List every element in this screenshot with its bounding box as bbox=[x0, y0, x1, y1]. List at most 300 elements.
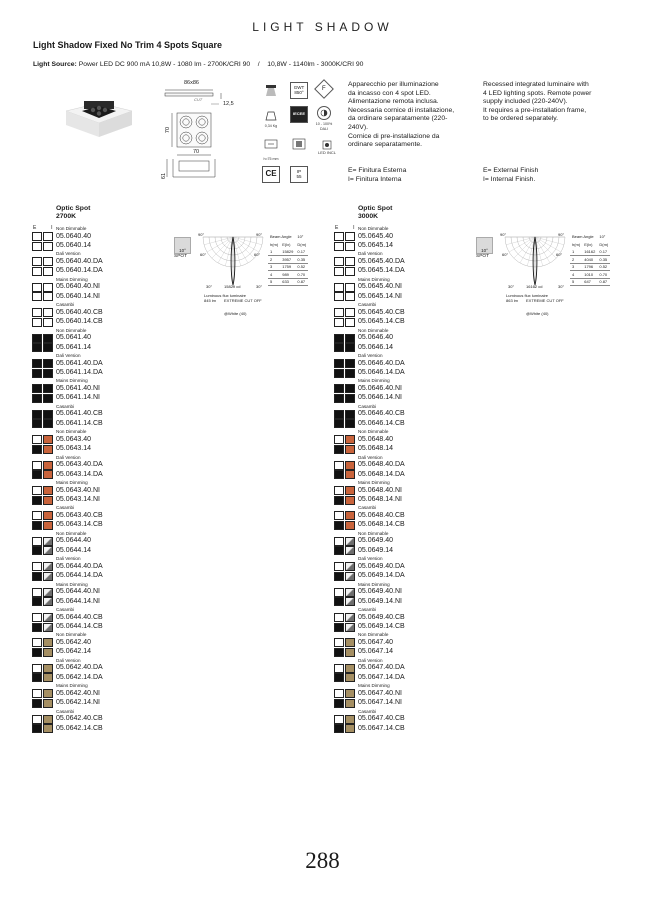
luminous-flux-value: 863 lm bbox=[506, 298, 519, 303]
finish-swatch-exterior bbox=[32, 623, 42, 632]
dimming-type-label: Non Dimmable bbox=[358, 530, 389, 536]
finish-swatch-exterior bbox=[334, 724, 344, 733]
finish-swatch-exterior bbox=[32, 572, 42, 581]
dimming-type-label: Casambi bbox=[56, 708, 75, 714]
finish-swatch-exterior bbox=[334, 359, 344, 368]
dim-side: 70 bbox=[165, 126, 172, 134]
polar-peak-cd: 15829 cd bbox=[224, 284, 241, 289]
beam-title: Beam Angle bbox=[270, 234, 292, 240]
finish-swatch-interior bbox=[345, 334, 355, 343]
product-code[interactable]: 05.0643.14.CB bbox=[56, 521, 103, 529]
finish-swatch-interior bbox=[345, 715, 355, 724]
finish-swatch-interior bbox=[43, 461, 53, 470]
product-code[interactable]: 05.0643.40.NI bbox=[56, 486, 100, 494]
product-code[interactable]: 05.0645.14.DA bbox=[358, 267, 405, 275]
optic-title: Optic Spot bbox=[56, 205, 91, 212]
product-code[interactable]: 05.0646.14.NI bbox=[358, 394, 402, 402]
color-temperature: 3000K bbox=[358, 213, 379, 220]
product-code[interactable]: 05.0647.40.NI bbox=[358, 689, 402, 697]
finish-swatch-interior bbox=[345, 724, 355, 733]
beam-cell: 633 bbox=[280, 278, 295, 286]
product-code[interactable]: 05.0644.14.DA bbox=[56, 572, 103, 580]
product-code[interactable]: 05.0643.14.DA bbox=[56, 470, 103, 478]
dimming-type-label: Non Dimmable bbox=[358, 429, 389, 435]
dimming-type-label: Non Dimmable bbox=[358, 226, 389, 231]
finish-swatch-exterior bbox=[334, 521, 344, 530]
beam-cell: 4 bbox=[570, 271, 582, 279]
product-code[interactable]: 05.0645.40.NI bbox=[358, 283, 402, 291]
finish-swatch-interior bbox=[43, 470, 53, 479]
product-code[interactable]: 05.0648.40.CB bbox=[358, 511, 405, 519]
finish-swatch-exterior bbox=[32, 613, 42, 622]
finish-swatch-interior bbox=[345, 623, 355, 632]
luminous-flux-value: 845 lm bbox=[204, 298, 217, 303]
finish-swatch-exterior bbox=[32, 267, 42, 276]
product-code[interactable]: 05.0640.40 bbox=[56, 232, 92, 240]
dim-bottom: 70 bbox=[193, 149, 200, 155]
product-code[interactable]: 05.0642.40 bbox=[56, 638, 92, 646]
finish-swatch-exterior bbox=[32, 461, 42, 470]
finish-swatch-exterior bbox=[334, 343, 344, 352]
beam-cell: 0.52 bbox=[295, 263, 308, 271]
dimming-type-label: Non Dimmable bbox=[56, 530, 87, 536]
finish-swatch-exterior bbox=[334, 283, 344, 292]
product-code[interactable]: 05.0646.14.DA bbox=[358, 369, 405, 377]
finish-swatch-exterior bbox=[32, 689, 42, 698]
product-code[interactable]: 05.0649.40 bbox=[358, 537, 394, 545]
finish-swatch-interior bbox=[345, 369, 355, 378]
beam-table bbox=[268, 233, 308, 286]
optic-title: Optic Spot bbox=[358, 205, 393, 212]
polar-angle-label: 60° bbox=[254, 252, 261, 257]
weight-icon bbox=[262, 107, 280, 124]
beam-angle-table bbox=[570, 233, 610, 286]
finish-swatch-exterior bbox=[32, 445, 42, 454]
product-code[interactable]: 05.0644.14 bbox=[56, 546, 92, 554]
product-code[interactable]: 05.0642.14 bbox=[56, 648, 92, 656]
finish-swatch-interior bbox=[43, 343, 53, 352]
finish-swatch-interior bbox=[345, 673, 355, 682]
light-source-text: Power LED DC 900 mA 10,8W - 1080 lm - 2700K/CRI 90 / 10,8W - 1140lm - 3000K/CRI 90 bbox=[78, 61, 364, 68]
finish-swatch-interior bbox=[43, 257, 53, 266]
spot-beam-icon: 10° bbox=[476, 237, 493, 254]
dimming-type-label: Dali Version bbox=[56, 353, 81, 358]
light-source bbox=[33, 61, 363, 68]
dimming-type-label: Dali Version bbox=[56, 556, 81, 562]
finish-swatch-interior bbox=[43, 623, 53, 632]
product-code[interactable]: 05.0642.40.NI bbox=[56, 689, 100, 697]
dimming-type-label: Non Dimmable bbox=[56, 327, 87, 333]
product-code[interactable]: 05.0640.40.NI bbox=[56, 283, 100, 291]
finish-swatch-exterior bbox=[32, 537, 42, 546]
product-code[interactable]: 05.0645.40 bbox=[358, 232, 394, 240]
finish-swatch-interior bbox=[345, 486, 355, 495]
finish-columns-header: E I bbox=[33, 225, 57, 231]
dimming-type-label: Non Dimmable bbox=[56, 429, 87, 435]
finish-swatch-exterior bbox=[334, 638, 344, 647]
product-code[interactable]: 05.0648.40 bbox=[358, 435, 394, 443]
finish-swatch-exterior bbox=[334, 384, 344, 393]
technical-drawing bbox=[149, 79, 239, 187]
polar-angle-label: 60° bbox=[502, 252, 509, 257]
beam-cell: 0.35 bbox=[295, 256, 308, 264]
product-code[interactable]: 05.0644.40.DA bbox=[56, 562, 103, 570]
description-line: It requires a pre-installation frame, bbox=[483, 106, 587, 114]
dali-range: 10 - 100% bbox=[315, 122, 333, 126]
finish-swatch-interior bbox=[345, 537, 355, 546]
finish-swatch-interior bbox=[43, 562, 53, 571]
product-code[interactable]: 05.0642.40.DA bbox=[56, 664, 103, 672]
finish-swatch-exterior bbox=[32, 292, 42, 301]
finish-swatch-exterior bbox=[32, 283, 42, 292]
polar-angle-label: 30° bbox=[206, 284, 213, 289]
finish-swatch-interior bbox=[345, 511, 355, 520]
product-code[interactable]: 05.0649.14.DA bbox=[358, 572, 405, 580]
finish-swatch-interior bbox=[43, 546, 53, 555]
product-code[interactable]: 05.0645.40.DA bbox=[358, 257, 405, 265]
product-code[interactable]: 05.0647.40.CB bbox=[358, 715, 405, 723]
cut-note: h=75 mm bbox=[263, 157, 279, 161]
dimming-type-label: Casambi bbox=[56, 302, 75, 308]
product-code[interactable]: 05.0648.40.DA bbox=[358, 461, 405, 469]
product-code[interactable]: 05.0646.14.CB bbox=[358, 419, 405, 427]
finish-swatch-interior bbox=[345, 318, 355, 327]
product-code[interactable]: 05.0646.40.DA bbox=[358, 359, 405, 367]
finish-swatch-interior bbox=[345, 384, 355, 393]
finish-swatch-interior bbox=[43, 242, 53, 251]
finish-swatch-exterior bbox=[32, 257, 42, 266]
beam-cell: 1 bbox=[268, 248, 280, 256]
finish-swatch-interior bbox=[345, 410, 355, 419]
page-number: 288 bbox=[305, 848, 340, 873]
light-source-label: Light Source: bbox=[33, 61, 77, 68]
finish-swatch-interior bbox=[345, 308, 355, 317]
finish-swatch-interior bbox=[43, 597, 53, 606]
finish-swatch-interior bbox=[345, 461, 355, 470]
product-code[interactable]: 05.0644.14.NI bbox=[56, 597, 100, 605]
finish-swatch-interior bbox=[345, 664, 355, 673]
product-code[interactable]: 05.0640.14.NI bbox=[56, 292, 100, 300]
beam-header: D(m) bbox=[297, 241, 307, 247]
finish-swatch-interior bbox=[43, 511, 53, 520]
finish-swatch-interior bbox=[43, 419, 53, 428]
finish-swatch-exterior bbox=[32, 435, 42, 444]
finish-swatch-exterior bbox=[334, 410, 344, 419]
product-code[interactable]: 05.0641.14.CB bbox=[56, 419, 103, 427]
spot-label: SPOT bbox=[174, 254, 188, 259]
finish-swatch-exterior bbox=[334, 419, 344, 428]
finish-swatch-interior bbox=[43, 394, 53, 403]
product-code[interactable]: 05.0640.14 bbox=[56, 242, 92, 250]
finish-swatch-interior bbox=[345, 597, 355, 606]
beam-cell: 2 bbox=[570, 256, 582, 264]
finish-swatch-interior bbox=[345, 562, 355, 571]
description-line: ordinare separatamente. bbox=[348, 141, 423, 149]
product-code[interactable]: 05.0643.14.NI bbox=[56, 496, 100, 504]
dim-width: 86x86 bbox=[184, 80, 199, 86]
finish-swatch-interior bbox=[43, 673, 53, 682]
product-code[interactable]: 05.0647.40 bbox=[358, 638, 394, 646]
product-code[interactable]: 05.0642.14.CB bbox=[56, 724, 103, 732]
finish-swatch-exterior bbox=[32, 724, 42, 733]
finish-swatch-interior bbox=[345, 648, 355, 657]
beam-cell: 2 bbox=[268, 256, 280, 264]
spot-beam-icon: 10° bbox=[174, 237, 191, 254]
product-code[interactable]: 05.0647.14 bbox=[358, 648, 394, 656]
product-code[interactable]: 05.0646.40 bbox=[358, 334, 394, 342]
product-code[interactable]: 05.0641.14.NI bbox=[56, 394, 100, 402]
luminous-flux-label: Luminous flux luminaire bbox=[204, 293, 247, 298]
product-code[interactable]: 05.0643.14 bbox=[56, 445, 92, 453]
product-code[interactable]: 05.0649.14.NI bbox=[358, 597, 402, 605]
polar-angle-label: 60° bbox=[556, 252, 563, 257]
product-code[interactable]: 05.0649.14.CB bbox=[358, 623, 405, 631]
product-code[interactable]: 05.0642.14.DA bbox=[56, 673, 103, 681]
finish-swatch-exterior bbox=[32, 232, 42, 241]
beam-cell: 1759 bbox=[280, 263, 295, 271]
polar-angle-label: 60° bbox=[200, 252, 207, 257]
finish-legend-italian bbox=[348, 167, 406, 184]
finish-swatch-interior bbox=[43, 715, 53, 724]
finish-swatch-exterior bbox=[32, 308, 42, 317]
finish-swatch-interior bbox=[345, 242, 355, 251]
finish-swatch-exterior bbox=[334, 470, 344, 479]
finish-swatch-interior bbox=[43, 648, 53, 657]
product-code[interactable]: 05.0645.14.NI bbox=[358, 292, 402, 300]
product-code[interactable]: 05.0640.14.DA bbox=[56, 267, 103, 275]
product-code[interactable]: 05.0641.40 bbox=[56, 334, 92, 342]
finish-swatch-exterior bbox=[32, 715, 42, 724]
finish-swatch-interior bbox=[345, 419, 355, 428]
finish-swatch-exterior bbox=[334, 699, 344, 708]
description-line: 4 LED lighting spots. Remote power bbox=[483, 89, 592, 97]
dimming-type-label: Dali Version bbox=[358, 657, 383, 663]
finish-swatch-interior bbox=[345, 496, 355, 505]
dim-depth: 12,5 bbox=[223, 101, 234, 107]
dimming-type-label: Casambi bbox=[358, 403, 377, 409]
finish-swatch-exterior bbox=[334, 445, 344, 454]
product-code[interactable]: 05.0640.40.DA bbox=[56, 257, 103, 265]
beam-cell: 4 bbox=[268, 271, 280, 279]
product-code[interactable]: 05.0644.40.CB bbox=[56, 613, 103, 621]
description-line: da ordinare separatamente (220- bbox=[348, 115, 448, 123]
dimming-type-label: Mains Dimming bbox=[358, 581, 390, 587]
finish-swatch-interior bbox=[345, 546, 355, 555]
finish-swatch-exterior bbox=[334, 572, 344, 581]
finish-swatch-exterior bbox=[334, 257, 344, 266]
dimming-type-label: Mains Dimming bbox=[358, 378, 390, 384]
product-code[interactable]: 05.0642.40.CB bbox=[56, 715, 103, 723]
finish-swatch-exterior bbox=[334, 673, 344, 682]
finish-swatch-exterior bbox=[334, 613, 344, 622]
beam-cell: 4040 bbox=[582, 256, 597, 264]
finish-swatch-exterior bbox=[32, 597, 42, 606]
dimming-type-label: Mains Dimming bbox=[358, 480, 390, 485]
led-included-label: LED INCL bbox=[317, 150, 336, 155]
dim-cut: CUT bbox=[194, 97, 203, 102]
finish-swatch-interior bbox=[345, 613, 355, 622]
finish-swatch-interior bbox=[43, 267, 53, 276]
description-line: da incasso con 4 spot LED. bbox=[348, 89, 431, 97]
finish-swatch-exterior bbox=[334, 664, 344, 673]
beam-cell: 16162 bbox=[584, 249, 596, 254]
polar-peak-cd: 16162 cd bbox=[526, 284, 543, 289]
finish-swatch-exterior bbox=[334, 496, 344, 505]
finish-swatch-interior bbox=[43, 521, 53, 530]
cut-size-icon bbox=[262, 135, 280, 152]
product-code[interactable]: 05.0643.40 bbox=[56, 435, 92, 443]
finish-swatch-interior bbox=[345, 588, 355, 597]
beam-cell: 3 bbox=[570, 263, 582, 271]
polar-angle-label: 90° bbox=[198, 232, 205, 237]
dimming-type-label: Mains Dimming bbox=[56, 683, 88, 689]
finish-swatch-interior bbox=[43, 588, 53, 597]
product-code[interactable]: 05.0644.40 bbox=[56, 537, 92, 545]
extreme-cut-off: EXTREME CUT OFF bbox=[224, 298, 262, 303]
finish-swatch-interior bbox=[43, 613, 53, 622]
beam-cell: 0.17 bbox=[597, 248, 610, 256]
product-code[interactable]: 05.0647.14.NI bbox=[358, 699, 402, 707]
product-code[interactable]: 05.0640.14.CB bbox=[56, 318, 103, 326]
description-line: Necessaria cornice di installazione, bbox=[348, 106, 455, 114]
dimming-type-label: Casambi bbox=[358, 302, 377, 308]
product-code[interactable]: 05.0645.40.CB bbox=[358, 308, 405, 316]
product-code[interactable]: 05.0642.14.NI bbox=[56, 699, 100, 707]
dimming-type-label: Non Dimmable bbox=[358, 327, 389, 333]
dimming-type-label: Casambi bbox=[56, 403, 75, 409]
product-code[interactable]: 05.0641.14.DA bbox=[56, 369, 103, 377]
product-code[interactable]: 05.0648.14 bbox=[358, 445, 394, 453]
product-code[interactable]: 05.0649.40.NI bbox=[358, 588, 402, 596]
finish-swatch-interior bbox=[345, 257, 355, 266]
product-code[interactable]: 05.0641.40.NI bbox=[56, 384, 100, 392]
finish-swatch-exterior bbox=[32, 410, 42, 419]
product-code[interactable]: 05.0646.14 bbox=[358, 343, 394, 351]
finish-swatch-exterior bbox=[334, 546, 344, 555]
description-english bbox=[483, 81, 591, 124]
product-code[interactable]: 05.0647.14.CB bbox=[358, 724, 405, 732]
product-code[interactable]: 05.0647.40.DA bbox=[358, 664, 405, 672]
beam-cell: 15829 bbox=[282, 249, 294, 254]
finish-swatch-interior bbox=[345, 445, 355, 454]
description-line: to be ordered separately. bbox=[483, 115, 559, 123]
beam-cell: 0.52 bbox=[597, 263, 610, 271]
beam-cell: 0.87 bbox=[295, 278, 308, 286]
finish-line: I= Finitura Interna bbox=[348, 175, 402, 183]
product-code[interactable]: 05.0641.40.CB bbox=[56, 410, 103, 418]
finish-swatch-interior bbox=[43, 486, 53, 495]
beam-cell: 647 bbox=[582, 278, 597, 286]
finish-line: I= Internal Finish. bbox=[483, 175, 536, 183]
product-code[interactable]: 05.0640.40.CB bbox=[56, 308, 103, 316]
finish-swatch-exterior bbox=[32, 318, 42, 327]
finish-swatch-interior bbox=[43, 283, 53, 292]
finish-swatch-interior bbox=[43, 308, 53, 317]
white-finish-note: @White (40) bbox=[224, 311, 247, 316]
description-line: Recessed integrated luminaire with bbox=[483, 81, 589, 88]
finish-swatch-interior bbox=[43, 664, 53, 673]
finish-swatch-exterior bbox=[32, 343, 42, 352]
finish-swatch-exterior bbox=[32, 384, 42, 393]
finish-line: E= Finitura Esterna bbox=[348, 167, 407, 174]
description-line: supply included (220-240V). bbox=[483, 98, 568, 106]
finish-swatch-interior bbox=[345, 283, 355, 292]
product-code[interactable]: 05.0643.40.DA bbox=[56, 461, 103, 469]
finish-swatch-exterior bbox=[334, 394, 344, 403]
finish-swatch-exterior bbox=[32, 470, 42, 479]
product-code[interactable]: 05.0643.40.CB bbox=[56, 511, 103, 519]
finish-swatch-interior bbox=[43, 699, 53, 708]
lamp-icon bbox=[262, 82, 280, 99]
product-code[interactable]: 05.0645.14.CB bbox=[358, 318, 405, 326]
description-line: Apparecchio per illuminazione bbox=[348, 81, 439, 88]
finish-swatch-interior bbox=[43, 384, 53, 393]
finish-swatch-interior bbox=[345, 435, 355, 444]
product-code[interactable]: 05.0641.14 bbox=[56, 343, 92, 351]
finish-swatch-interior bbox=[345, 292, 355, 301]
dimming-type-label: Non Dimmable bbox=[56, 632, 87, 638]
beam-cell: 5 bbox=[570, 278, 582, 286]
dimming-type-label: Casambi bbox=[358, 708, 377, 714]
product-code[interactable]: 05.0641.40.DA bbox=[56, 359, 103, 367]
description-line: Cornice di pre-installazione da bbox=[348, 132, 440, 140]
product-code[interactable]: 05.0644.14.CB bbox=[56, 623, 103, 631]
dimming-type-label: Dali Version bbox=[358, 353, 383, 358]
product-code[interactable]: 05.0647.14.DA bbox=[358, 673, 405, 681]
extreme-cut-off: EXTREME CUT OFF bbox=[526, 298, 564, 303]
beam-header: D(m) bbox=[599, 241, 609, 247]
finish-swatch-interior bbox=[345, 343, 355, 352]
beam-cell: 1010 bbox=[582, 271, 597, 279]
beam-title: Beam Angle bbox=[572, 234, 594, 240]
finish-swatch-exterior bbox=[334, 648, 344, 657]
brand-title: LIGHT SHADOW bbox=[252, 20, 393, 34]
beam-cell: 989 bbox=[280, 271, 295, 279]
product-code[interactable]: 05.0649.40.CB bbox=[358, 613, 405, 621]
product-code[interactable]: 05.0644.40.NI bbox=[56, 588, 100, 596]
finish-swatch-exterior bbox=[334, 715, 344, 724]
product-code[interactable]: 05.0649.14 bbox=[358, 546, 394, 554]
finish-swatch-interior bbox=[43, 572, 53, 581]
polar-diagram bbox=[202, 233, 264, 291]
finish-swatch-interior bbox=[43, 369, 53, 378]
finish-swatch-exterior bbox=[334, 597, 344, 606]
product-code[interactable]: 05.0648.14.NI bbox=[358, 496, 402, 504]
polar-angle-label: 30° bbox=[558, 284, 565, 289]
finish-swatch-interior bbox=[43, 292, 53, 301]
dimming-type-label: Dali Version bbox=[56, 454, 81, 460]
beam-header: h(m) bbox=[270, 241, 279, 247]
product-code[interactable]: 05.0646.40.NI bbox=[358, 384, 402, 392]
product-code[interactable]: 05.0649.40.DA bbox=[358, 562, 405, 570]
finish-swatch-exterior bbox=[334, 242, 344, 251]
product-code[interactable]: 05.0648.40.NI bbox=[358, 486, 402, 494]
finish-swatch-interior bbox=[345, 572, 355, 581]
finish-swatch-exterior bbox=[32, 242, 42, 251]
product-code[interactable]: 05.0648.14.CB bbox=[358, 521, 405, 529]
luminous-flux-label: Luminous flux luminaire bbox=[506, 293, 549, 298]
polar-angle-label: 90° bbox=[500, 232, 507, 237]
product-code[interactable]: 05.0646.40.CB bbox=[358, 410, 405, 418]
finish-swatch-interior bbox=[43, 359, 53, 368]
finish-swatch-interior bbox=[345, 394, 355, 403]
product-code[interactable]: 05.0645.14 bbox=[358, 242, 394, 250]
dimming-type-label: Casambi bbox=[56, 607, 75, 612]
finish-swatch-exterior bbox=[32, 699, 42, 708]
finish-swatch-interior bbox=[43, 445, 53, 454]
product-code[interactable]: 05.0648.14.DA bbox=[358, 470, 405, 478]
finish-swatch-interior bbox=[43, 334, 53, 343]
